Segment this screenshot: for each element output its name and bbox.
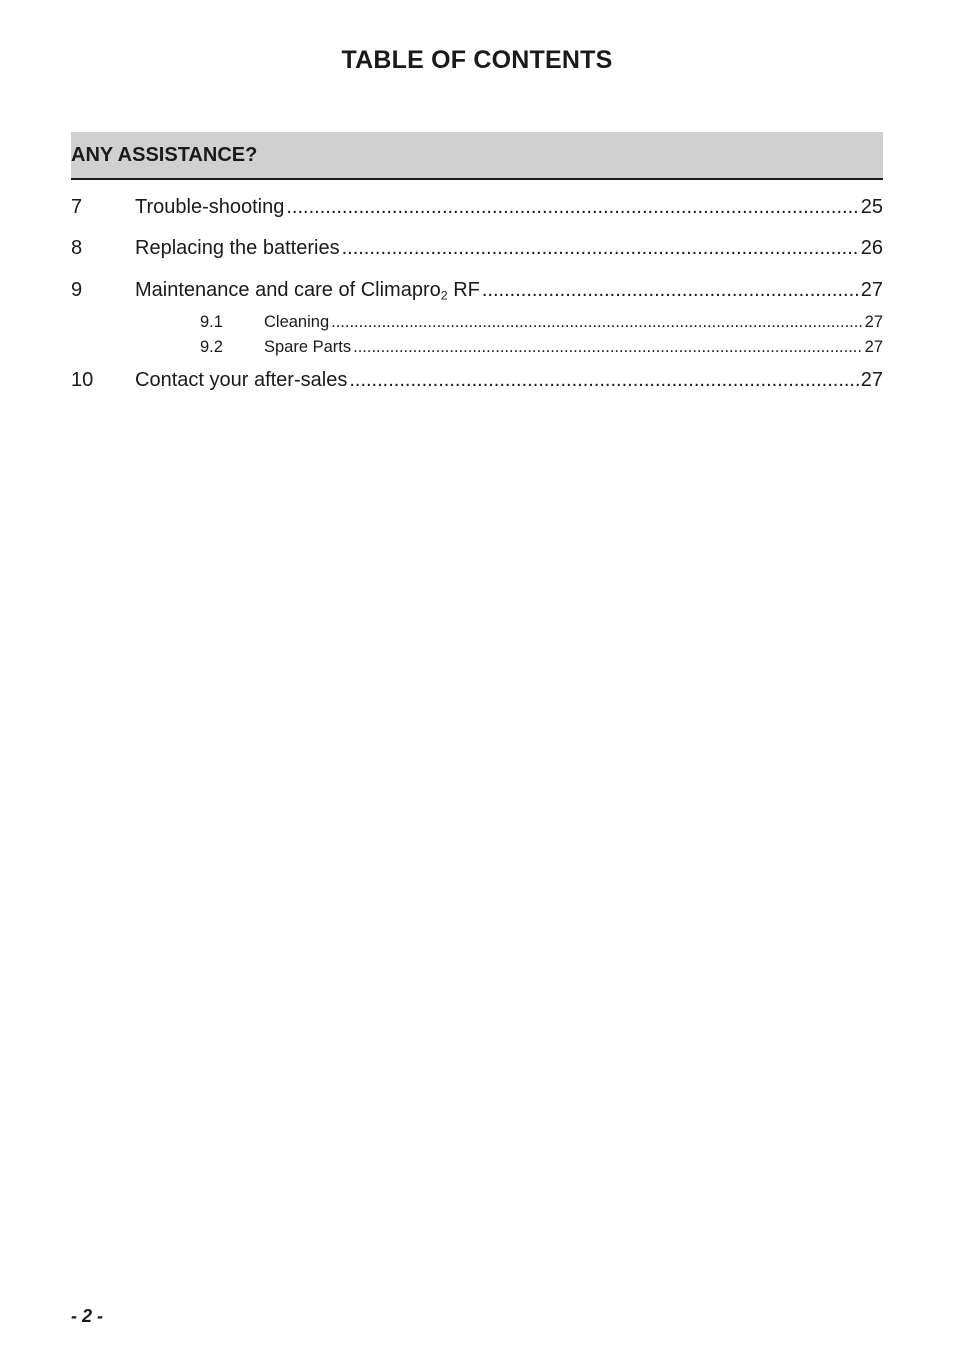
toc-subentry-number: 9.2 — [200, 338, 223, 356]
toc-entry[interactable] — [71, 279, 883, 307]
page-title: TABLE OF CONTENTS — [341, 46, 613, 74]
toc-subentry-page: 27 — [864, 313, 883, 331]
toc-subentry-title: Cleaning — [264, 313, 330, 331]
toc-subentry[interactable] — [71, 338, 883, 360]
toc-entry-title: Contact your after-sales — [135, 369, 348, 391]
toc-dot-leader — [331, 313, 863, 332]
toc-dot-leader — [482, 279, 859, 302]
toc-entry-number: 8 — [71, 237, 83, 259]
toc-entry-title — [135, 279, 480, 302]
toc-dot-leader — [286, 196, 858, 219]
toc-entry-title: Trouble-shooting — [135, 196, 285, 218]
toc-entry-number: 10 — [71, 369, 94, 391]
toc-entry-page: 25 — [860, 196, 883, 218]
toc-entry-title: Replacing the batteries — [135, 237, 340, 259]
toc-subentry-title: Spare Parts — [264, 338, 352, 356]
toc-entry[interactable] — [71, 196, 883, 224]
toc-entry-title-main: Maintenance and care of Climapro — [135, 279, 441, 301]
toc-entry[interactable] — [71, 369, 883, 397]
toc-entry-title-subscript: 2 — [440, 288, 448, 303]
toc-entry[interactable] — [71, 237, 883, 265]
toc-entry-title-rest: RF — [447, 279, 480, 301]
toc-dot-leader — [342, 237, 859, 260]
toc-subentry[interactable] — [71, 313, 883, 335]
toc-entry-page: 27 — [860, 279, 883, 301]
page-number-footer: - 2 - — [71, 1306, 104, 1326]
toc-entry-number: 9 — [71, 279, 83, 301]
section-header — [71, 132, 883, 180]
toc-entry-page: 26 — [860, 237, 883, 259]
toc-entry-number: 7 — [71, 196, 83, 218]
section-header-label: ANY ASSISTANCE? — [71, 144, 258, 166]
toc-dot-leader — [353, 338, 863, 357]
toc-entry-page: 27 — [860, 369, 883, 391]
toc-subentry-number: 9.1 — [200, 313, 223, 331]
toc-subentry-page: 27 — [864, 338, 883, 356]
toc-dot-leader — [349, 369, 858, 392]
